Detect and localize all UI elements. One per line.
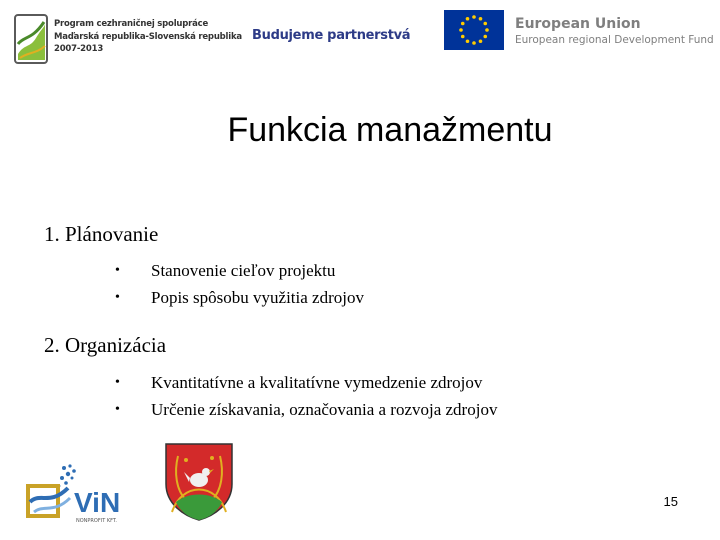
- eu-star: [479, 17, 483, 21]
- program-logo-icon: [14, 14, 48, 64]
- section-heading: 1. Plánovanie: [44, 222, 159, 246]
- bullet-item: [44, 369, 497, 396]
- program-line: Program cezhraničnej spolupráce: [54, 19, 209, 29]
- bullet-text: Stanovenie cieľov projektu: [151, 261, 336, 280]
- eu-flag-icon: [444, 10, 504, 50]
- eu-star: [461, 35, 465, 39]
- eu-star: [461, 22, 465, 26]
- bullet-dot: •: [115, 402, 120, 417]
- eu-star: [483, 22, 487, 26]
- program-line: 2007-2013: [54, 44, 104, 54]
- eu-star: [459, 28, 463, 32]
- bullet-text: Určenie získavania, označovania a rozvoja zdrojov: [151, 400, 498, 419]
- bullet-item: [44, 257, 364, 284]
- eu-label: [515, 15, 714, 47]
- section-organizacia: [44, 332, 497, 423]
- vin-logo-subtext: NONPROFIT KFT.: [76, 518, 117, 524]
- eu-star: [479, 39, 483, 43]
- eu-star: [466, 39, 470, 43]
- bullet-item: [44, 284, 364, 311]
- slide-title: Funkcia manažmentu: [227, 111, 553, 149]
- bullet-dot: •: [115, 290, 120, 305]
- bullet-dot: •: [115, 263, 120, 278]
- eu-fund: European regional Development Fund: [515, 34, 714, 46]
- bullet-list: [44, 369, 497, 423]
- section-heading: 2. Organizácia: [44, 333, 167, 357]
- eu-star: [472, 15, 476, 19]
- eu-name: European Union: [515, 16, 641, 32]
- header-banner: [0, 0, 720, 72]
- bullet-dot: •: [115, 375, 120, 390]
- eu-star: [466, 17, 470, 21]
- eu-star: [483, 35, 487, 39]
- program-line: Maďarská republika-Slovenská republika: [54, 31, 242, 42]
- program-title: [54, 18, 242, 56]
- slogan: Budujeme partnerstvá: [252, 28, 411, 43]
- section-planovanie: [44, 221, 364, 311]
- eu-star: [485, 28, 489, 32]
- eu-star: [472, 41, 476, 45]
- coat-of-arms-icon: [162, 442, 236, 522]
- vin-logo-icon: [24, 462, 146, 526]
- bullet-text: Kvantitatívne a kvalitatívne vymedzenie zdrojov: [151, 373, 483, 392]
- bullet-list: [44, 257, 364, 311]
- bullet-text: Popis spôsobu využitia zdrojov: [151, 288, 364, 307]
- page-number: 15: [663, 494, 678, 509]
- bullet-item: [44, 396, 497, 423]
- vin-logo-text: ViN: [74, 487, 121, 518]
